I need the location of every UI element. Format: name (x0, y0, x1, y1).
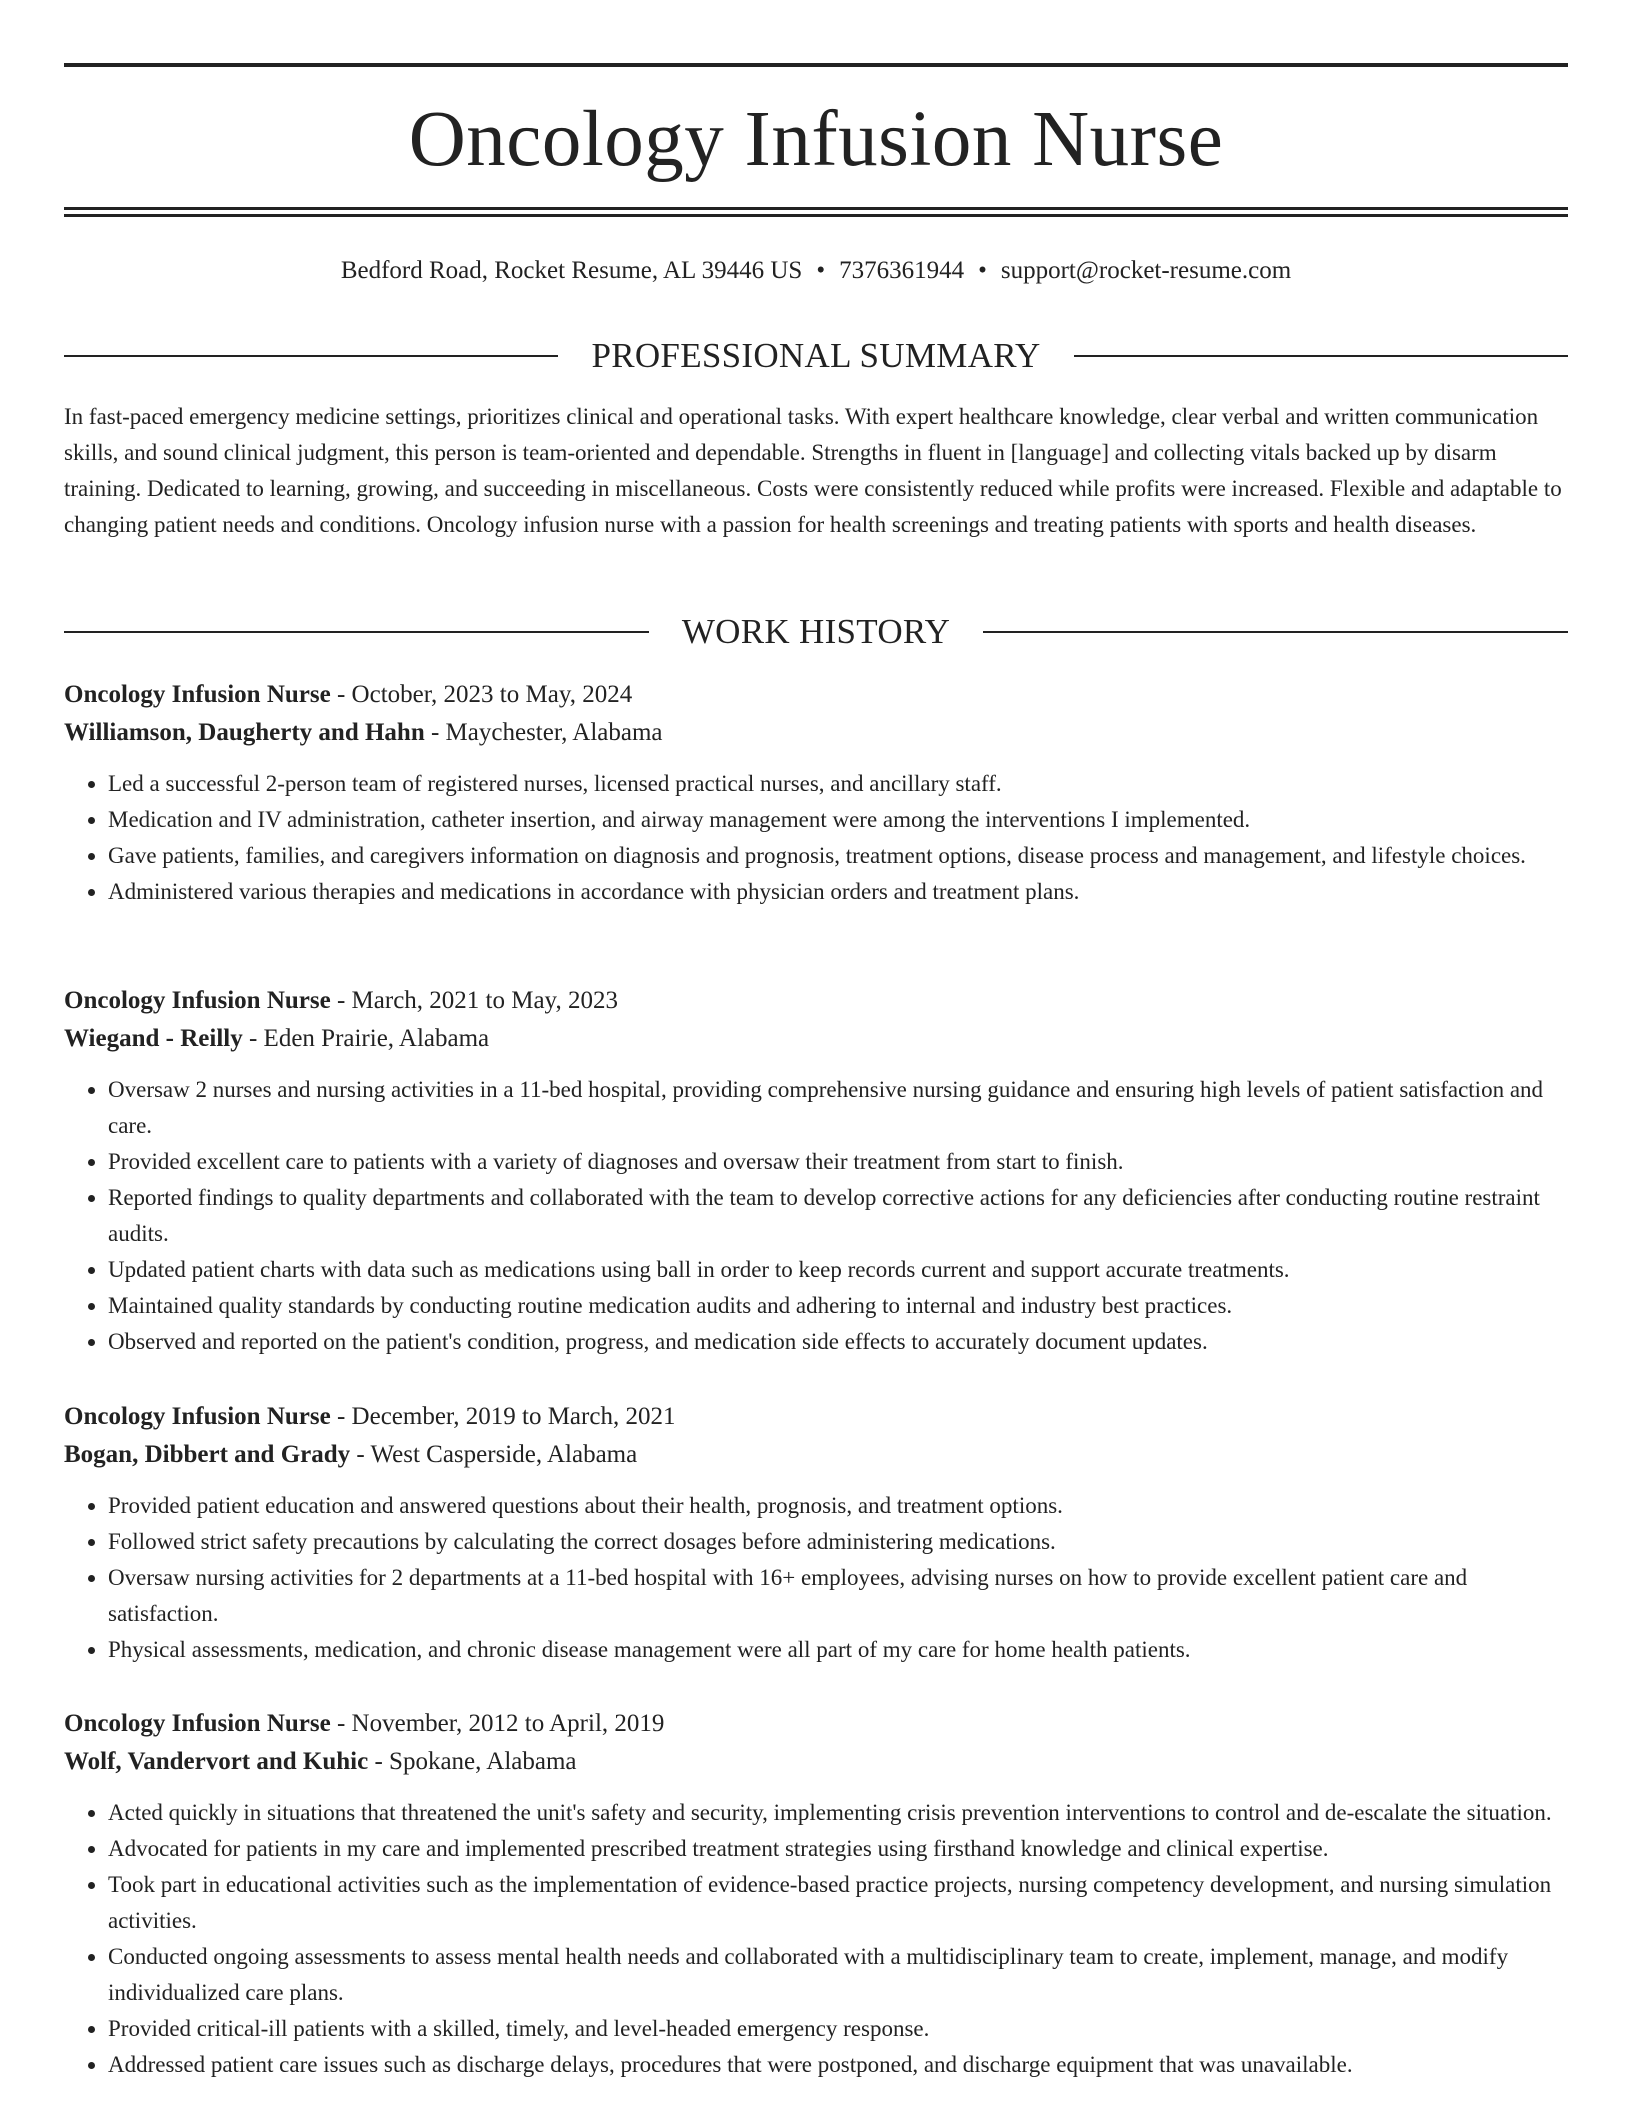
job-dates: - October, 2023 to May, 2024 (330, 681, 633, 708)
job-bullet: • Physical assessments, medication, and chronic disease management were all part of my care for home health patients. (108, 1632, 1568, 1668)
job-bullets (64, 1795, 1568, 2083)
title-rule-upper (64, 207, 1568, 210)
contact-email: support@rocket-resume.com (1000, 257, 1292, 284)
work-section-heading (64, 610, 1568, 654)
job-company: Wiegand - Reilly (64, 1025, 243, 1052)
job-title-line (64, 1398, 1568, 1436)
summary-section-heading (64, 334, 1568, 378)
summary-text: In fast-paced emergency medicine settings, prioritizes clinical and operational tasks. With expert healthcare knowledge, clear verbal and written communication skills, and sound clinical judgment, this person is team-oriented and dependable. Strengths in fluent in [language] and collecting vitals backed up by disarm training. Dedicated to learning, growing, and succeeding in miscellaneous. Costs were consistently reduced while profits were increased. Flexible and adaptable to changing patient needs and conditions. Oncology infusion nurse with a passion for health screenings and treating patients with sports and health diseases. (64, 404, 1562, 537)
job-bullet: • Maintained quality standards by conducting routine medication audits and adhering to internal and industry best practices. (108, 1288, 1568, 1324)
job-bullets (64, 1488, 1568, 1668)
contact-separator: • (816, 257, 826, 284)
job-company: Bogan, Dibbert and Grady (64, 1441, 351, 1468)
job-title: Oncology Infusion Nurse (64, 1710, 331, 1737)
job-title: Oncology Infusion Nurse (64, 1403, 331, 1430)
job-location: - West Casperside, Alabama (350, 1441, 638, 1468)
job-bullet: • Gave patients, families, and caregivers information on diagnosis and prognosis, treatment options, disease process and management, and lifestyle choices. (108, 838, 1568, 874)
heading-rule-left (64, 355, 558, 357)
job-company-line (64, 714, 1568, 752)
contact-separator: • (978, 257, 987, 284)
job-title-line (64, 1705, 1568, 1743)
title-rule-lower (64, 214, 1568, 217)
job-entry (64, 1705, 1568, 2083)
top-rule (64, 63, 1568, 67)
job-bullet: • Provided patient education and answered questions about their health, prognosis, and treatment options. (108, 1488, 1568, 1524)
work-heading-label: WORK HISTORY (681, 612, 951, 651)
job-bullet: • Updated patient charts with data such as medications using ball in order to keep records current and support accurate treatments. (108, 1252, 1568, 1288)
job-company: Wolf, Vandervort and Kuhic (64, 1748, 369, 1775)
job-entry (64, 1398, 1568, 1668)
job-bullet: • Led a successful 2-person team of registered nurses, licensed practical nurses, and ancillary staff. (108, 766, 1568, 802)
heading-rule-left (64, 631, 649, 633)
contact-line (64, 254, 1568, 288)
job-location: - Eden Prairie, Alabama (242, 1025, 490, 1052)
job-bullet: • Administered various therapies and medications in accordance with physician orders and treatment plans. (108, 874, 1568, 910)
job-bullets (64, 1072, 1568, 1360)
job-bullet: • Observed and reported on the patient's condition, progress, and medication side effects to accurately document updates. (108, 1324, 1568, 1360)
job-title-line (64, 982, 1568, 1020)
job-bullet: • Addressed patient care issues such as discharge delays, procedures that were postponed, and discharge equipment that was unavailable. (108, 2047, 1568, 2083)
job-bullet: • Oversaw nursing activities for 2 departments at a 11-bed hospital with 16+ employees, advising nurses on how to provide excellent patient care and satisfaction. (108, 1560, 1568, 1632)
contact-phone: 7376361944 (839, 257, 965, 284)
heading-rule-right (1074, 355, 1568, 357)
job-entry (64, 676, 1568, 910)
job-bullet: • Conducted ongoing assessments to assess mental health needs and collaborated with a multidisciplinary team to create, implement, manage, and modify individualized care plans. (108, 1939, 1568, 2011)
job-title-line (64, 676, 1568, 714)
job-dates: - December, 2019 to March, 2021 (330, 1403, 676, 1430)
job-bullet: • Provided excellent care to patients with a variety of diagnoses and oversaw their treatment from start to finish. (108, 1144, 1568, 1180)
job-bullet: • Medication and IV administration, catheter insertion, and airway management were among the interventions I implemented. (108, 802, 1568, 838)
job-location: - Maychester, Alabama (424, 719, 663, 746)
job-title: Oncology Infusion Nurse (64, 681, 331, 708)
job-company: Williamson, Daugherty and Hahn (64, 719, 425, 746)
job-bullet: • Followed strict safety precautions by calculating the correct dosages before administering medications. (108, 1524, 1568, 1560)
job-company-line (64, 1436, 1568, 1474)
resume-title: Oncology Infusion Nurse (408, 96, 1224, 183)
job-company-line (64, 1020, 1568, 1058)
job-title: Oncology Infusion Nurse (64, 987, 331, 1014)
job-dates: - March, 2021 to May, 2023 (330, 987, 618, 1014)
job-bullet: • Provided critical-ill patients with a skilled, timely, and level-headed emergency response. (108, 2011, 1568, 2047)
job-company-line (64, 1743, 1568, 1781)
job-bullet: • Reported findings to quality departments and collaborated with the team to develop corrective actions for any deficiencies after conducting routine restraint audits. (108, 1180, 1568, 1252)
job-bullet: • Advocated for patients in my care and implemented prescribed treatment strategies using firsthand knowledge and clinical expertise. (108, 1831, 1568, 1867)
job-bullets (64, 766, 1568, 910)
job-bullet: • Took part in educational activities such as the implementation of evidence-based practice projects, nursing competency development, and nursing simulation activities. (108, 1867, 1568, 1939)
job-bullet: • Oversaw 2 nurses and nursing activities in a 11-bed hospital, providing comprehensive nursing guidance and ensuring high levels of patient satisfaction and care. (108, 1072, 1568, 1144)
job-bullet: • Acted quickly in situations that threatened the unit's safety and security, implementing crisis prevention interventions to control and de-escalate the situation. (108, 1795, 1568, 1831)
job-entry (64, 982, 1568, 1360)
summary-heading-label: PROFESSIONAL SUMMARY (591, 336, 1041, 375)
heading-rule-right (983, 631, 1568, 633)
job-dates: - November, 2012 to April, 2019 (330, 1710, 665, 1737)
contact-address: Bedford Road, Rocket Resume, AL 39446 US (340, 257, 803, 284)
job-location: - Spokane, Alabama (368, 1748, 577, 1775)
